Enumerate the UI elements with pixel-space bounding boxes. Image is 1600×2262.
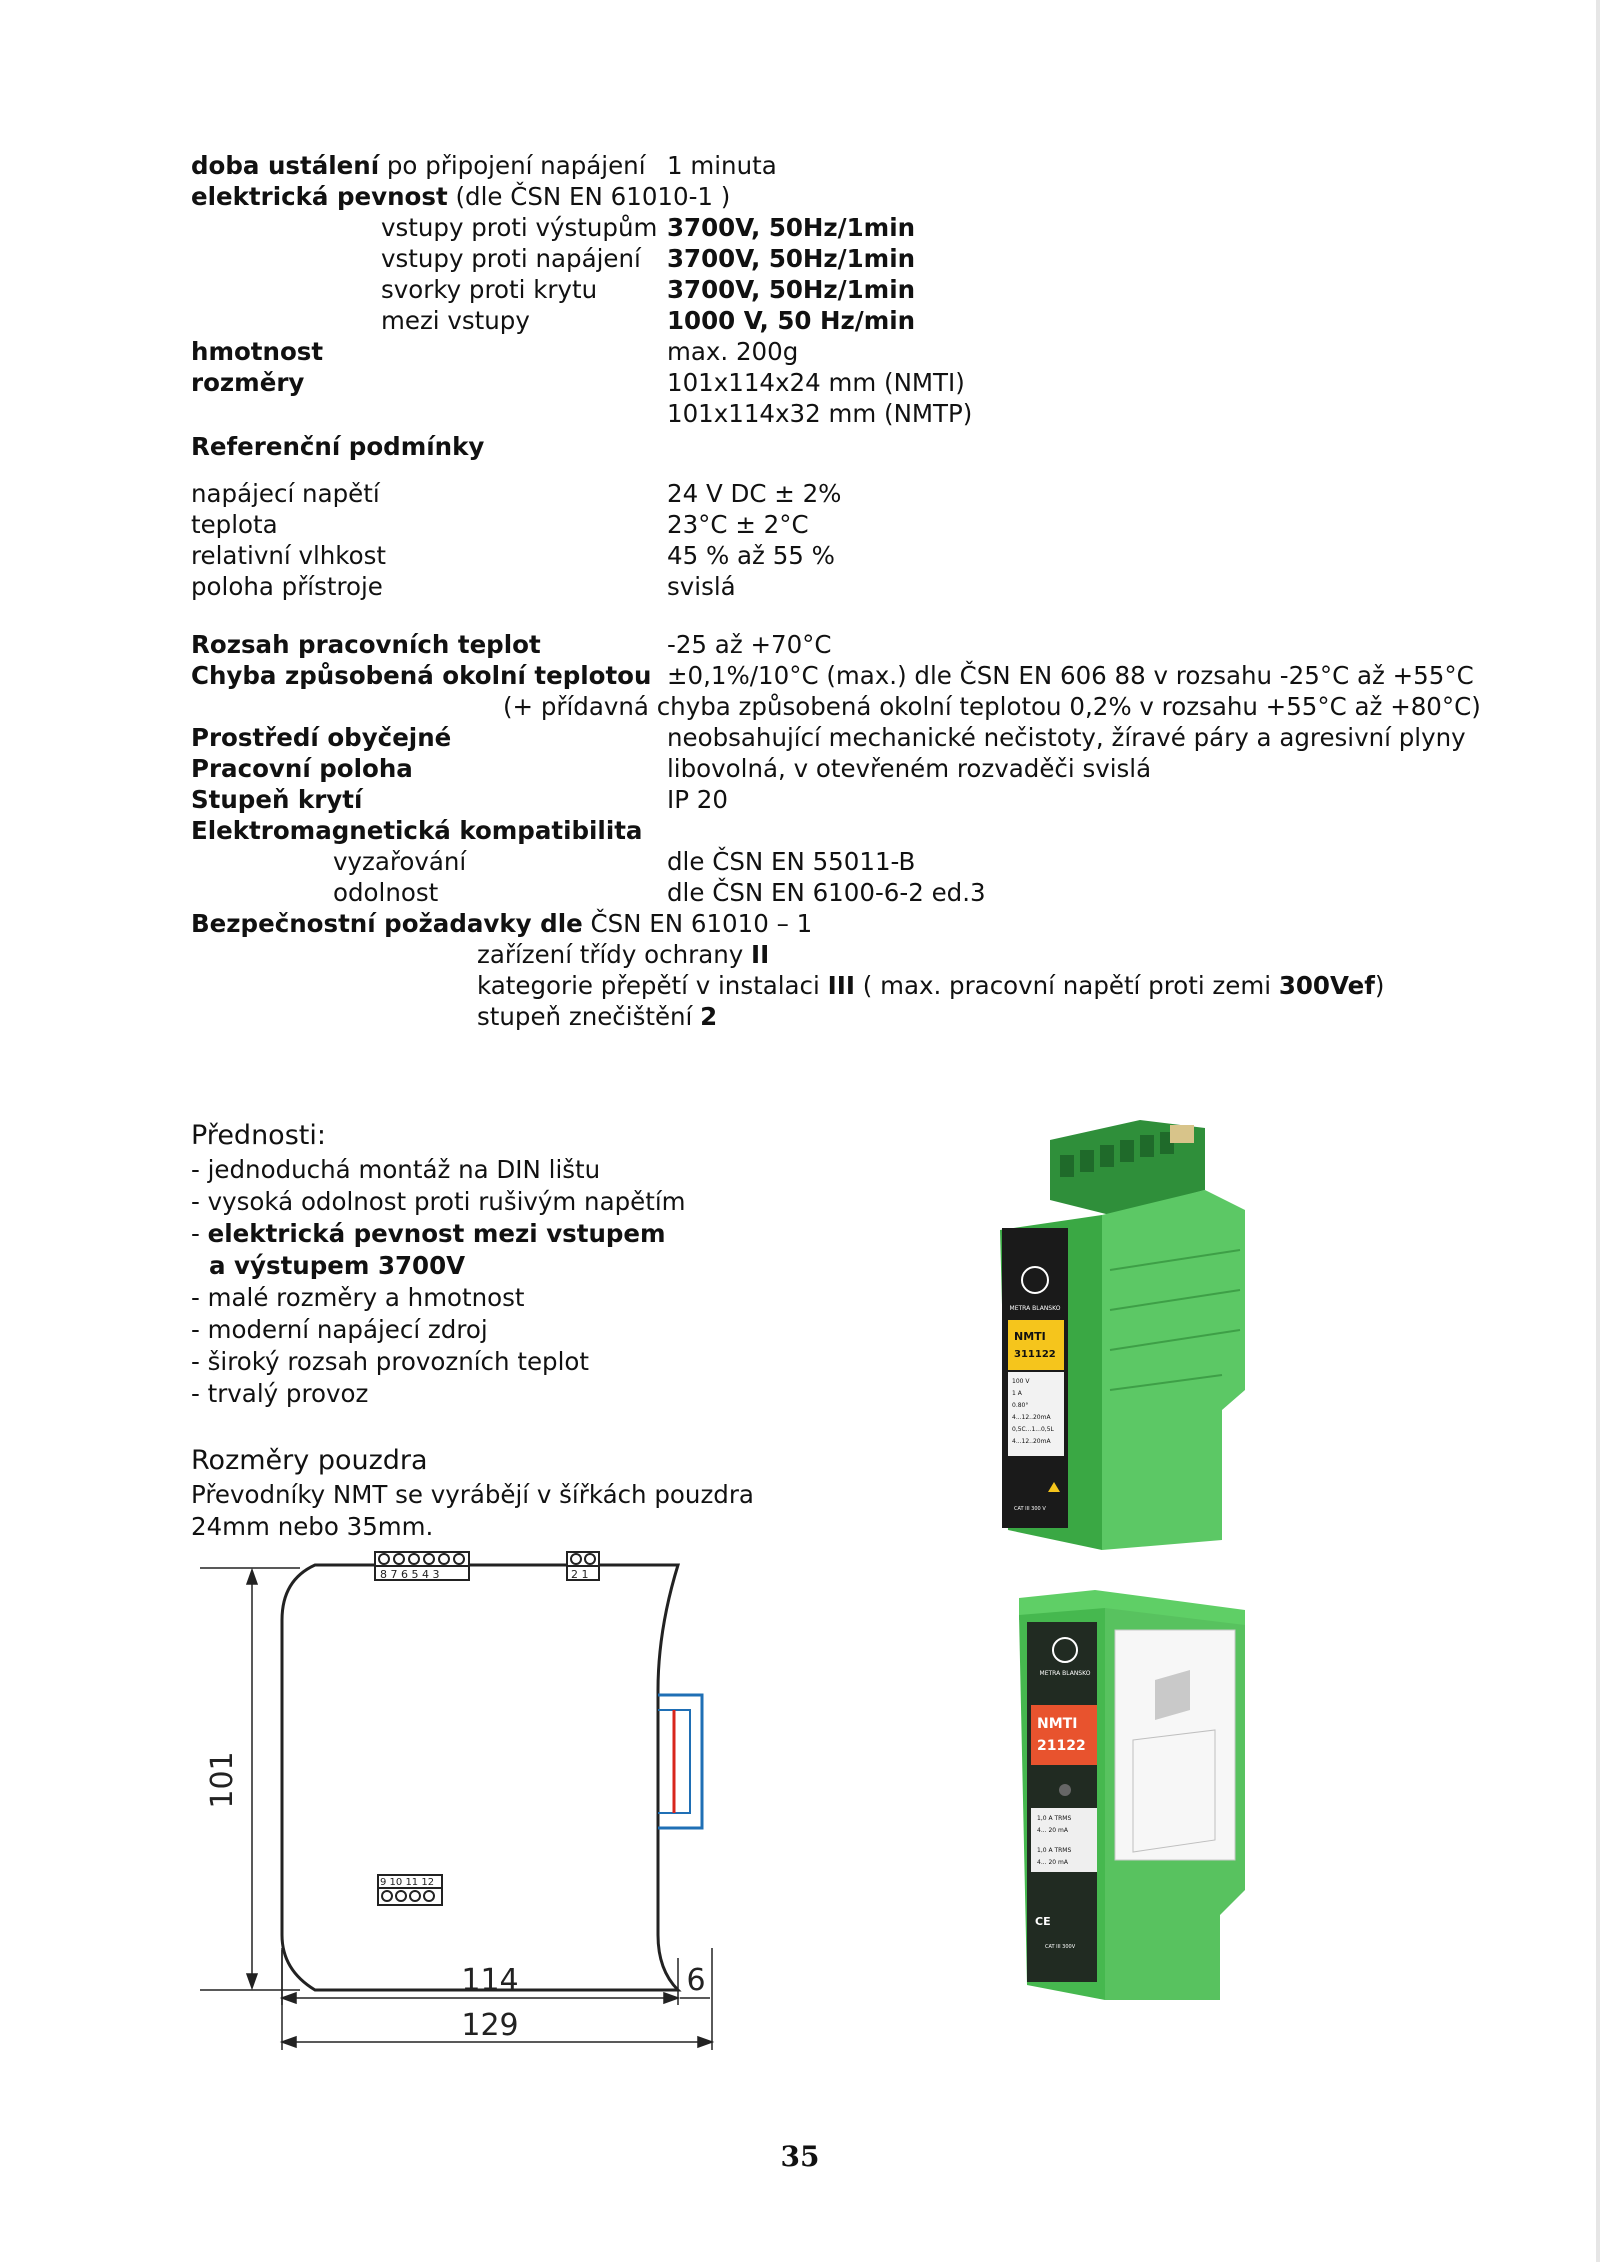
terminal-numbers-top-left: 8 7 6 5 4 3 <box>380 1568 440 1581</box>
safety-text: stupeň znečištění <box>477 1002 701 1031</box>
spec-row-ref-3 <box>191 540 1491 571</box>
spec-row-temp-error <box>191 660 1491 691</box>
product-photo-nmti-311122 <box>990 1120 1250 1550</box>
terminal-numbers-top-right: 2 1 <box>571 1568 589 1581</box>
spec-row-emc <box>191 815 1491 846</box>
spec-value: (+ přídavná chyba způsobená okolní teplotou 0,2% v rozsahu +55°C až +80°C) <box>503 692 1481 721</box>
safety-text: ( max. pracovní napětí proti zemi <box>854 971 1279 1000</box>
spec-row-position <box>191 753 1491 784</box>
spec-row-ref-2 <box>191 509 1491 540</box>
specification-list <box>191 150 1491 1032</box>
photo1-spec-line: 0.80° <box>1012 1402 1029 1409</box>
photo1-spec-line: 1 A <box>1012 1390 1022 1397</box>
spec-value: 23°C ± 2°C <box>667 510 809 539</box>
spec-row-emc-2 <box>191 877 1491 908</box>
advantage-item: - jednoduchá montáž na DIN lištu <box>191 1155 601 1184</box>
photo1-model: NMTI <box>1014 1330 1046 1343</box>
spec-row-weight <box>191 336 1491 367</box>
photo1-code: 311122 <box>1014 1349 1056 1360</box>
photo2-spec-line: 1,0 A TRMS <box>1037 1847 1072 1854</box>
safety-bold: II <box>751 940 770 969</box>
reference-conditions-title: Referenční podmínky <box>191 432 485 461</box>
advantage-item: - moderní napájecí zdroj <box>191 1315 488 1344</box>
housing-text-line: Převodníky NMT se vyrábějí v šířkách pouzdra <box>191 1480 754 1509</box>
photo2-spec-line: 4... 20 mA <box>1037 1827 1068 1834</box>
advantages-title: Přednosti: <box>191 1120 326 1151</box>
spec-label: Stupeň krytí <box>191 785 363 814</box>
page-number: 35 <box>780 2140 820 2173</box>
spec-value: 45 % až 55 % <box>667 541 835 570</box>
photo1-spec-line: 4...12..20mA <box>1012 1414 1051 1421</box>
spec-value: svislá <box>667 572 736 601</box>
spec-value: 3700V, 50Hz/1min <box>667 244 916 273</box>
spec-row-ref-4 <box>191 571 1491 602</box>
terminal-numbers-bottom: 9 10 11 12 <box>380 1877 435 1888</box>
spec-row-dimensions-2 <box>191 398 1491 429</box>
photo1-spec-line: 4...12..20mA <box>1012 1438 1051 1445</box>
spec-row-safety-2 <box>191 970 1491 1001</box>
safety-text: kategorie přepětí v instalaci <box>477 971 828 1000</box>
spec-label: Rozsah pracovních teplot <box>191 630 541 659</box>
spec-row-emc-1 <box>191 846 1491 877</box>
spec-sublabel: mezi vstupy <box>381 306 530 335</box>
advantage-dash: - <box>191 1219 208 1248</box>
spec-row-strength <box>191 181 1491 212</box>
spec-label: napájecí napětí <box>191 479 380 508</box>
spec-row-strength-1 <box>191 212 1491 243</box>
spec-row-strength-4 <box>191 305 1491 336</box>
dimension-rail-label: 6 <box>686 1963 706 1998</box>
spec-label-rest: (dle ČSN EN 61010-1 ) <box>447 182 731 211</box>
photo1-brand: METRA BLANSKO <box>1009 1305 1061 1312</box>
photo1-spec-line: 0,5C...1...0,5L <box>1012 1426 1054 1433</box>
spec-label: Bezpečnostní požadavky dle <box>191 909 583 938</box>
housing-section <box>191 1443 831 1543</box>
din-rail-clip <box>658 1695 702 1828</box>
spec-value: IP 20 <box>667 785 728 814</box>
spec-value: 3700V, 50Hz/1min <box>667 213 916 242</box>
spec-label-rest: po připojení napájení <box>379 151 646 180</box>
product-photo-nmti-21122 <box>1015 1590 1260 2010</box>
safety-bold: 300Vef <box>1278 971 1375 1000</box>
photo2-spec-line: 1,0 A TRMS <box>1037 1815 1072 1822</box>
spec-value: 3700V, 50Hz/1min <box>667 275 916 304</box>
spec-label: Pracovní poloha <box>191 754 413 783</box>
advantage-item: - malé rozměry a hmotnost <box>191 1283 525 1312</box>
photo2-code: 21122 <box>1037 1738 1086 1754</box>
spec-row-safety <box>191 908 1491 939</box>
spec-label: elektrická pevnost <box>191 182 448 211</box>
spec-value: 101x114x32 mm (NMTP) <box>667 399 973 428</box>
spec-row-safety-1 <box>191 939 1491 970</box>
spec-value: -25 až +70°C <box>667 630 832 659</box>
spec-row-dimensions <box>191 367 1491 398</box>
spec-value: neobsahující mechanické nečistoty, žíravé páry a agresivní plyny <box>667 723 1466 752</box>
photo2-model: NMTI <box>1037 1716 1078 1732</box>
dimension-total-label: 129 <box>461 2008 519 2043</box>
housing-dimension-drawing <box>190 1550 730 2043</box>
spec-row-settle-time <box>191 150 1491 181</box>
dimension-height-label: 101 <box>205 1751 240 1809</box>
spec-sublabel: vstupy proti napájení <box>381 244 641 273</box>
safety-bold: III <box>827 971 855 1000</box>
spec-value: dle ČSN EN 6100-6-2 ed.3 <box>667 878 986 907</box>
spec-value: 24 V DC ± 2% <box>667 479 842 508</box>
advantage-item-bold-cont <box>191 1250 831 1282</box>
spec-value: dle ČSN EN 55011-B <box>667 847 916 876</box>
dimension-depth-label: 114 <box>461 1963 519 1998</box>
photo2-brand: METRA BLANSKO <box>1039 1670 1091 1677</box>
photo1-cat: CAT III 300 V <box>1014 1506 1046 1512</box>
advantage-item-bold <box>191 1218 831 1250</box>
spec-row-ip <box>191 784 1491 815</box>
housing-outline <box>282 1565 678 1990</box>
spec-value: max. 200g <box>667 337 799 366</box>
spec-sublabel: vstupy proti výstupům <box>381 213 658 242</box>
spec-label: relativní vlhkost <box>191 541 386 570</box>
spec-row-safety-3 <box>191 1001 1491 1032</box>
housing-title: Rozměry pouzdra <box>191 1445 428 1476</box>
spec-label: rozměry <box>191 368 305 397</box>
photo2-spec-line: 4... 20 mA <box>1037 1859 1068 1866</box>
spec-label: Prostředí obyčejné <box>191 723 452 752</box>
spec-label: hmotnost <box>191 337 324 366</box>
advantages-section <box>191 1118 831 1410</box>
advantage-bold-line2: a výstupem 3700V <box>209 1251 466 1280</box>
spec-sublabel: odolnost <box>333 878 439 907</box>
advantage-item: - trvalý provoz <box>191 1379 369 1408</box>
spec-value: 101x114x24 mm (NMTI) <box>667 368 965 397</box>
spec-value: ±0,1%/10°C (max.) dle ČSN EN 606 88 v rozsahu -25°C až +55°C <box>667 661 1474 690</box>
spec-row-strength-2 <box>191 243 1491 274</box>
spec-value: libovolná, v otevřeném rozvaděči svislá <box>667 754 1152 783</box>
spec-value: 1000 V, 50 Hz/min <box>667 306 916 335</box>
advantage-bold-line1: elektrická pevnost mezi vstupem <box>207 1219 666 1248</box>
housing-text-line: 24mm nebo 35mm. <box>191 1512 434 1541</box>
spec-sublabel: svorky proti krytu <box>381 275 598 304</box>
page-edge <box>1596 0 1600 2262</box>
spec-ref-title-row <box>191 431 1491 462</box>
spec-sublabel: vyzařování <box>333 847 467 876</box>
advantage-item: - vysoká odolnost proti rušivým napětím <box>191 1187 686 1216</box>
spec-row-temp-range <box>191 629 1491 660</box>
safety-bold: 2 <box>700 1002 718 1031</box>
photo1-spec-line: 100 V <box>1012 1378 1030 1385</box>
spec-label-rest: ČSN EN 61010 – 1 <box>582 909 813 938</box>
spec-label: Chyba způsobená okolní teplotou <box>191 661 652 690</box>
spec-row-environment <box>191 722 1491 753</box>
spec-label: Elektromagnetická kompatibilita <box>191 816 643 845</box>
advantage-item: - široký rozsah provozních teplot <box>191 1347 589 1376</box>
safety-text: ) <box>1374 971 1385 1000</box>
spec-row-ref-1 <box>191 478 1491 509</box>
spec-row-temp-error-extra <box>191 691 1491 722</box>
spec-label: poloha přístroje <box>191 572 383 601</box>
spec-value: 1 minuta <box>667 151 777 180</box>
photo2-cat: CAT III 300V <box>1045 1944 1076 1950</box>
photo2-ce: CE <box>1035 1915 1051 1928</box>
spec-row-strength-3 <box>191 274 1491 305</box>
safety-text: zařízení třídy ochrany <box>477 940 752 969</box>
spec-label: doba ustálení <box>191 151 380 180</box>
spec-label: teplota <box>191 510 278 539</box>
